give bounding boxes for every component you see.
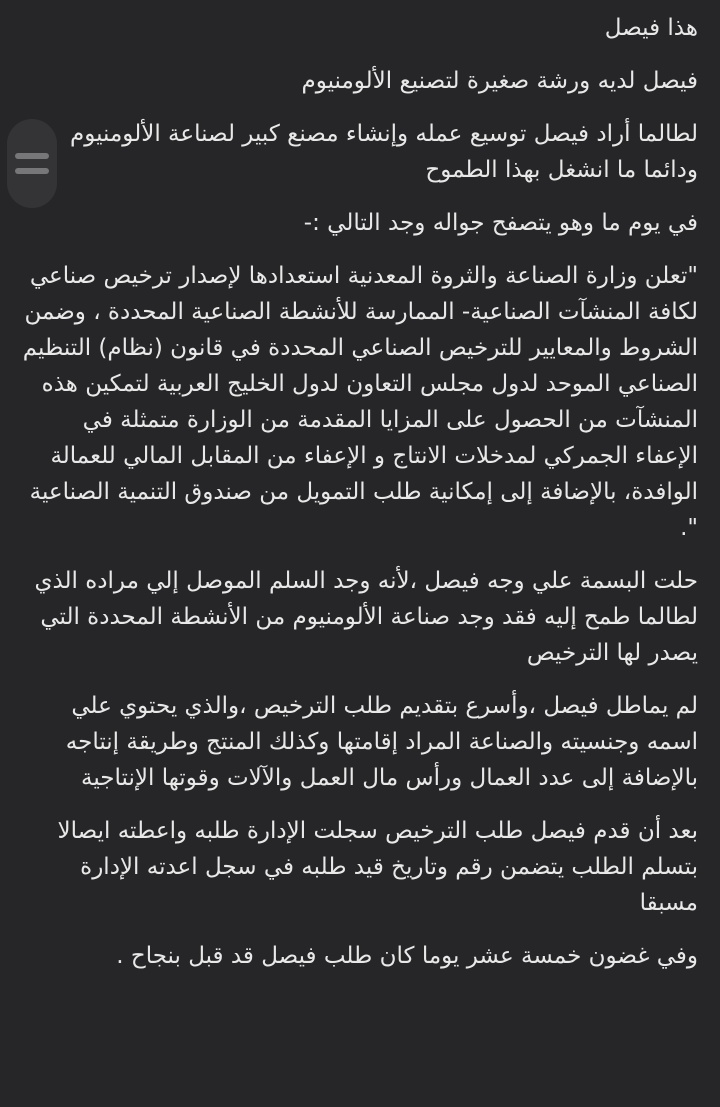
story-paragraph: وفي غضون خمسة عشر يوما كان طلب فيصل قد قبل بنجاح .	[116, 943, 698, 969]
handle-bar-icon	[15, 153, 49, 159]
handle-bar-icon	[15, 168, 49, 174]
story-paragraph: لطالما أراد فيصل توسيع عمله وإنشاء مصنع كبير لصناعة الألومنيوم ودائما ما انشغل بهذا الطموح	[69, 121, 698, 183]
story-paragraph: لم يماطل فيصل ،وأسرع بتقديم طلب الترخيص ،والذي يحتوي علي اسمه وجنسيته والصناعة المراد إقامتها وكذلك المنتج وطريقة إنتاجه بالإضافة إلى عدد العمال ورأس مال العمل والآلات وقوتها الإنتاجية	[65, 693, 698, 791]
story-paragraph: بعد أن قدم فيصل طلب الترخيص سجلت الإدارة طلبه واعطته ايصالا بتسلم الطلب يتضمن رقم وتاريخ قيد طلبه في سجل اعدته الإدارة مسبقا	[57, 818, 698, 916]
story-paragraph: فيصل لديه ورشة صغيرة لتصنيع الألومنيوم	[301, 68, 698, 94]
side-panel-handle[interactable]	[7, 119, 57, 208]
story-paragraph: حلت البسمة علي وجه فيصل ،لأنه وجد السلم الموصل إلي مراده الذي لطالما طمح إليه فقد وجد صناعة الألومنيوم من الأنشطة المحددة التي يصدر لها الترخيص	[34, 568, 698, 666]
story-paragraph: "تعلن وزارة الصناعة والثروة المعدنية استعدادها لإصدار ترخيص صناعي لكافة المنشآت الصناعية- الممارسة للأنشطة الصناعية المحددة ، وضمن الشروط والمعايير للترخيص الصناعي المحددة في قانون (نظام) التنظيم الصناعي الموحد لدول مجلس التعاون لدول الخليج العربية لتمكين هذه المنشآت من الحصول على المزايا المقدمة من الوزارة متمثلة في الإعفاء الجمركي لمدخلات الانتاج و الإعفاء من المقابل المالي للعمالة الوافدة، بالإضافة إلى إمكانية طلب التمويل من صندوق التنمية الصناعية ".	[22, 263, 698, 541]
story-paragraph: في يوم ما وهو يتصفح جواله وجد التالي :-	[303, 210, 698, 236]
story-paragraph: هذا فيصل	[604, 15, 698, 41]
